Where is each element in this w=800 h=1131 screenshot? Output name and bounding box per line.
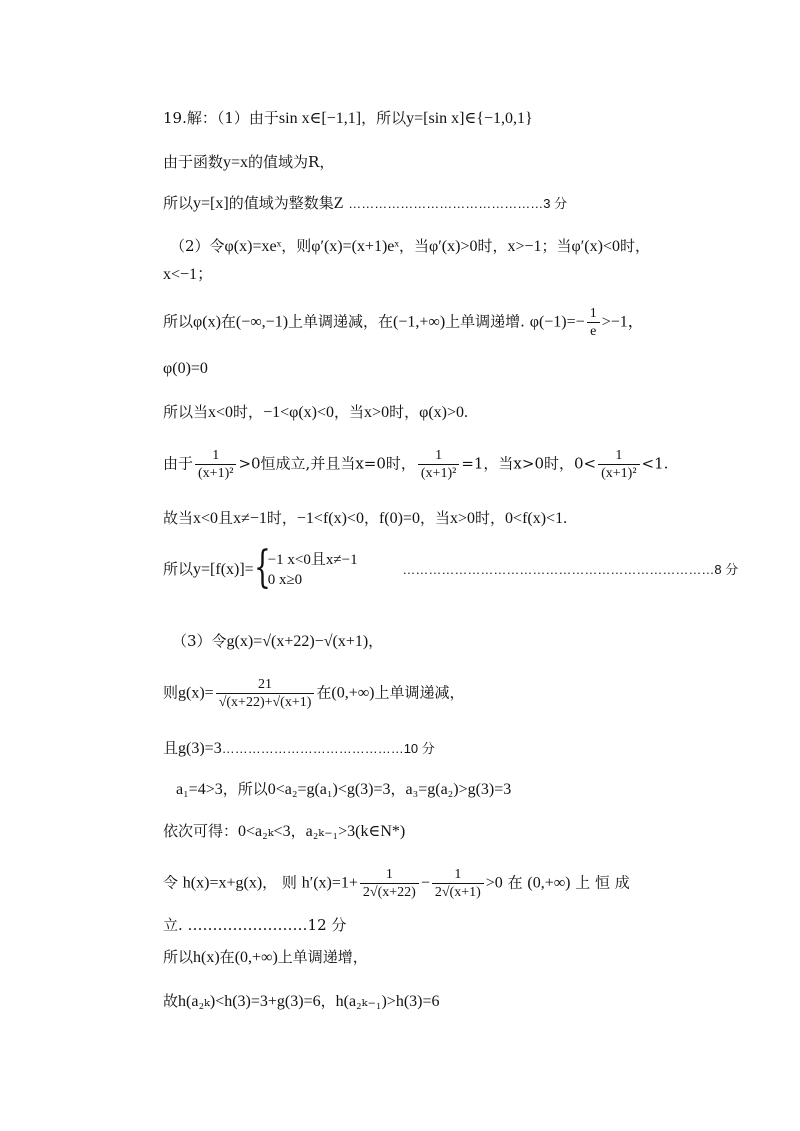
text: ，所以: [222, 780, 268, 798]
text: ，: [290, 822, 306, 840]
text: 则: [163, 683, 179, 702]
line-range-function: [163, 151, 710, 174]
line-sequence-induction: [163, 820, 710, 843]
text: 所以当: [163, 403, 209, 421]
math: f(0)=0: [378, 510, 420, 527]
text: 令: [163, 873, 179, 892]
math: (0,+∞): [527, 874, 571, 892]
math: 0<a₂=g(a₁)<g(3)=3: [267, 781, 391, 798]
math: h(a₂ₖ)<h(3)=3+g(3)=6: [178, 993, 321, 1010]
math: sin x∈[−1,1]: [278, 110, 362, 127]
line-part1-header: [163, 107, 710, 130]
math: a₁=4>3: [176, 781, 223, 798]
line-phi-sign: [163, 401, 710, 424]
text: （2）令: [170, 237, 225, 255]
math: h(x): [193, 949, 220, 966]
math: (0,+∞): [234, 949, 278, 966]
piecewise-definition: [253, 542, 358, 593]
text: <1.: [641, 454, 669, 473]
line-holds: [163, 914, 710, 936]
text: 时，: [389, 403, 420, 421]
text: 上单调递减，: [374, 683, 465, 702]
math: y=[sin x]∈{−1,0,1}: [406, 110, 533, 127]
math: x>0: [364, 404, 390, 421]
math: (−∞,−1): [235, 313, 289, 331]
math: x>−1: [507, 238, 542, 255]
math: y=[x]: [193, 195, 229, 212]
numerator: 1: [360, 866, 419, 884]
text: 在: [220, 312, 236, 331]
fraction: [432, 866, 484, 901]
line-g-rewrite: [163, 676, 710, 711]
math: h(a₂ₖ₋₁)>h(3)=6: [335, 993, 440, 1010]
text: 且: [218, 509, 234, 527]
math: φ(x)=xeˣ: [224, 238, 282, 255]
denominator: 2√(x+22): [362, 885, 416, 900]
math: g(x)=: [178, 684, 214, 702]
text: 上单调递增，: [277, 948, 368, 966]
text: 故当: [163, 509, 194, 527]
text: ；当: [541, 237, 572, 255]
text: 在: [219, 948, 235, 966]
piece-row: 0 x≥0: [267, 572, 303, 588]
text: 所以: [163, 194, 194, 212]
math: φ(x): [193, 313, 221, 331]
numerator: 1: [418, 447, 459, 465]
math: x>0: [450, 510, 476, 527]
math: a₃=g(a₂)>g(3)=3: [405, 781, 512, 798]
numerator: 1: [587, 305, 600, 323]
line-piecewise: [163, 542, 739, 593]
text: （3）令: [172, 632, 227, 650]
math: −: [420, 874, 430, 892]
fraction: [195, 447, 236, 482]
text: 由于: [163, 454, 194, 473]
math: x<0: [193, 510, 219, 527]
text: 由于函数: [163, 153, 224, 171]
text: 在: [507, 873, 523, 892]
text: ，: [363, 509, 379, 527]
denominator: √(x+22)+√(x+1): [218, 695, 312, 710]
score-marker: ……………………………………10 分: [221, 741, 435, 756]
math: −1<φ(x)<0: [263, 404, 335, 421]
math: >0: [485, 874, 503, 892]
fraction: [598, 447, 639, 482]
text: 依次可得：: [163, 822, 239, 840]
math: φ(x)>0.: [419, 404, 469, 421]
denominator: (x+1)²: [420, 466, 457, 481]
line-part2-header: [170, 235, 710, 258]
math: (−1,+∞): [393, 313, 446, 331]
text: 的值域为R，: [248, 153, 335, 171]
text: 的值域为整数集: [228, 194, 334, 212]
text: ， 则: [262, 873, 297, 892]
math: φ′(x)=(x+1)eˣ: [311, 238, 400, 255]
math: −1<f(x)<0: [296, 510, 364, 527]
fraction: [418, 447, 459, 482]
math: g(3)=3: [178, 740, 222, 757]
text: ，当: [334, 403, 365, 421]
text: 上单调递减，在: [288, 312, 394, 331]
text: ，当: [399, 237, 430, 255]
text: 时，: [475, 509, 506, 527]
text: ，: [390, 780, 406, 798]
line-conclusion: [163, 990, 710, 1013]
math: h′(x)=1+: [301, 874, 358, 892]
math: g(x)=√(x+22)−√(x+1): [226, 633, 369, 650]
text: ，则: [281, 237, 312, 255]
math: 0<a₂ₖ<3: [238, 823, 291, 840]
math: φ′(x)<0: [571, 238, 620, 255]
text: ，: [320, 992, 336, 1010]
line-g3: [163, 737, 710, 760]
line-range-integer: [163, 192, 710, 215]
fraction: [587, 305, 600, 340]
math: (0,+∞): [331, 684, 375, 702]
text: 且: [163, 739, 179, 757]
denominator: 2√(x+1): [434, 885, 481, 900]
line-f-bounds: [163, 507, 710, 530]
piece-row: −1 x<0且x≠−1: [267, 552, 358, 568]
fraction: [360, 866, 419, 901]
fraction: [216, 676, 315, 711]
math: 0<f(x)<1.: [505, 510, 568, 527]
text: 上 恒 成: [575, 873, 630, 892]
text: 时，: [619, 237, 650, 255]
numerator: 1: [598, 447, 639, 465]
brace-icon: {: [253, 542, 271, 593]
score-marker: ………………………………………3 分: [348, 196, 568, 211]
line-sequence-start: [176, 778, 710, 801]
line-fraction-bounds: [163, 447, 710, 482]
text: 时，: [477, 237, 508, 255]
text: ，所以: [361, 109, 407, 127]
text: 时，: [233, 403, 264, 421]
denominator: (x+1)²: [198, 466, 234, 481]
math: y=x: [223, 154, 249, 171]
math: y=[f(x)]=: [193, 561, 254, 578]
numerator: 1: [195, 447, 236, 465]
text: =1，当x>0时，0<: [461, 454, 597, 473]
math: φ′(x)>0: [429, 238, 478, 255]
line-phi-zero: [163, 357, 710, 380]
text: 所以: [163, 312, 194, 331]
line-part3-header: [172, 630, 710, 653]
numerator: 21: [216, 676, 315, 694]
math: x≠−1: [233, 510, 267, 527]
text: 故: [163, 992, 179, 1010]
text: 立. ……………………12 分: [163, 916, 347, 934]
math: a₂ₖ₋₁>3(k∈N*): [305, 823, 406, 840]
math: x<0: [208, 404, 234, 421]
score-marker: ………………………………………………………………8 分: [402, 562, 739, 577]
math: φ(−1)=−: [529, 313, 585, 331]
text: >0恒成立,并且当x=0时，: [238, 454, 416, 473]
denominator: e: [590, 324, 597, 339]
math: Z: [333, 195, 344, 212]
math: >−1，: [601, 313, 644, 331]
text: 时，: [266, 509, 297, 527]
line-monotonic: [163, 305, 710, 340]
math: x<−1；: [163, 266, 214, 283]
line-h-increasing: [163, 946, 710, 969]
line-x-less: [163, 263, 710, 286]
math: φ(0)=0: [163, 360, 208, 377]
text: 所以: [163, 948, 194, 966]
text: 上单调递增.: [445, 312, 525, 331]
text: ，: [368, 632, 384, 650]
math: h(x)=x+g(x): [182, 874, 263, 892]
text: 19.解：（1）由于: [163, 109, 279, 127]
denominator: (x+1)²: [601, 466, 637, 481]
text: 在: [316, 683, 332, 702]
numerator: 1: [432, 866, 484, 884]
text: ，当: [419, 509, 450, 527]
line-h-derivative: [163, 866, 710, 901]
text: 所以: [163, 560, 194, 578]
